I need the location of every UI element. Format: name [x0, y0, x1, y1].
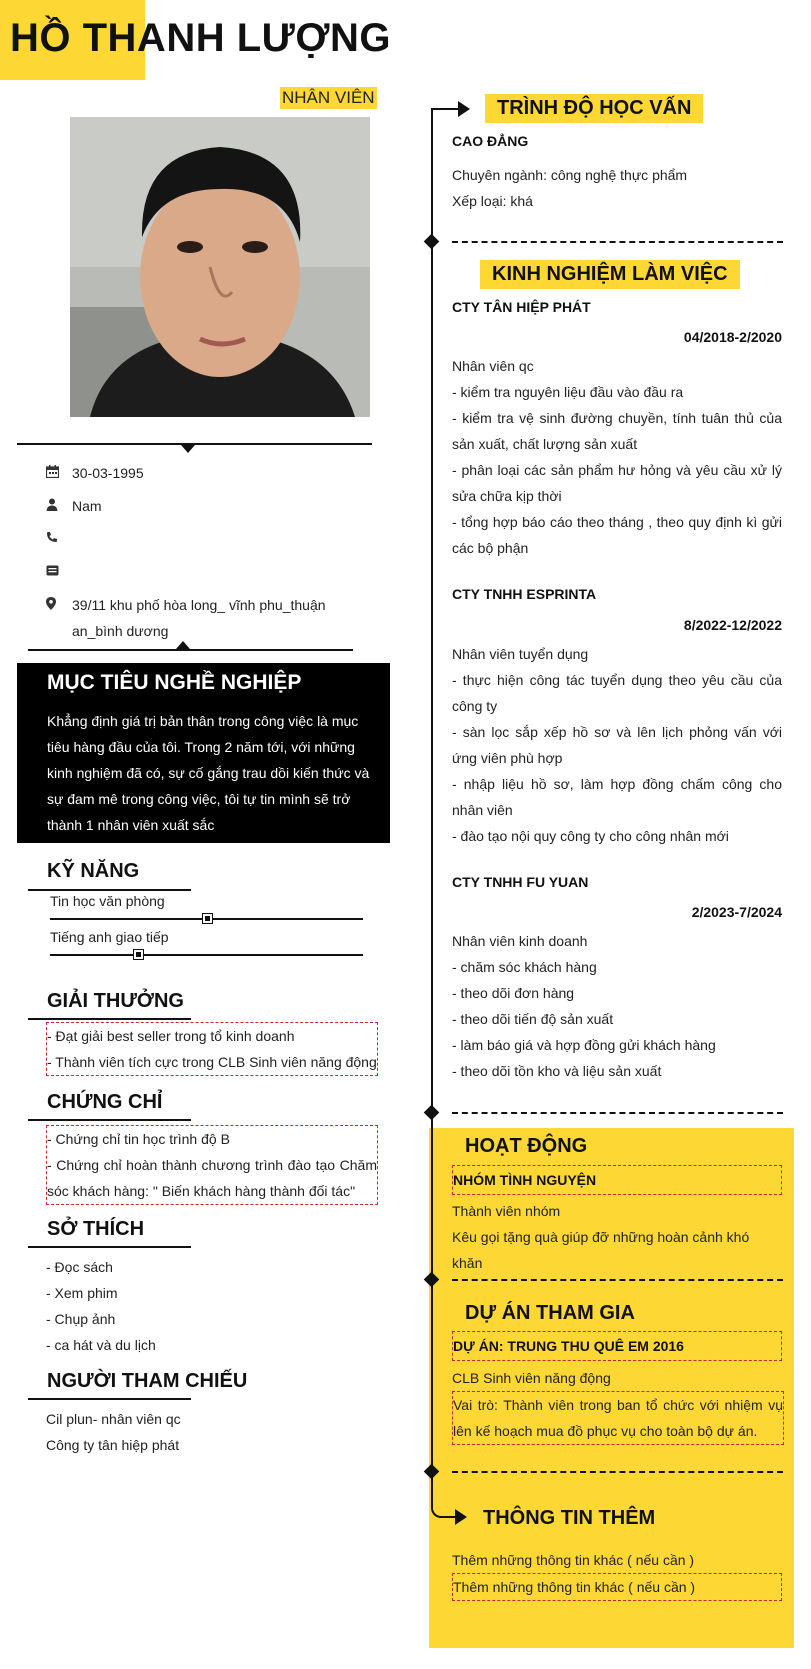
job-duty: - làm báo giá và hợp đồng gửi khách hàng — [452, 1037, 716, 1053]
award-item: - Thành viên tích cực trong CLB Sinh viên năng động — [47, 1054, 377, 1070]
email-icon — [46, 564, 72, 579]
reference-item: Cil plun- nhân viên qc — [46, 1411, 181, 1427]
objective-text: Khẳng định giá trị bản thân trong công việc là mục tiêu hàng đầu của tôi. Trong 2 năm tới, với những kinh nghiệm đã có, sự cố gắng trau dồi kiến thức và sự đam mê trong công việc, tôi tự tin mình sẽ trở thành 1 nhân viên xuất sắc — [47, 713, 370, 833]
candidate-role: NHÂN VIÊN — [282, 88, 375, 107]
timeline-spine — [431, 108, 433, 1508]
hobby-item: - Chụp ảnh — [46, 1311, 116, 1327]
job-date: 2/2023-7/2024 — [691, 904, 782, 920]
candidate-name: HỒ THANH LƯỢNG — [10, 16, 391, 60]
timeline-node — [424, 1105, 440, 1121]
section-separator — [452, 1112, 783, 1114]
certificate-item: - Chứng chỉ hoàn thành chương trình đào tạo Chăm sóc khách hàng: " Biến khách hàng thành đối tác" — [47, 1157, 377, 1199]
job-details — [452, 928, 782, 1084]
job-duty: - thực hiện công tác tuyển dụng theo yêu cầu của công ty — [452, 672, 782, 714]
education-title: TRÌNH ĐỘ HỌC VẤN — [485, 94, 703, 123]
job-company: CTY TNHH ESPRINTA — [452, 586, 597, 602]
hobby-item: - Đọc sách — [46, 1259, 113, 1275]
user-icon — [46, 498, 72, 514]
skill-label: Tin học văn phòng — [50, 893, 165, 909]
award-item: - Đạt giải best seller trong tổ kinh doanh — [47, 1028, 295, 1044]
project-name: DỰ ÁN: TRUNG THU QUÊ EM 2016 — [452, 1331, 782, 1361]
activity-line: Thành viên nhóm — [452, 1203, 561, 1219]
section-separator — [452, 241, 783, 243]
experience-title: KINH NGHIỆM LÀM VIỆC — [480, 260, 740, 289]
arrow-right-icon — [455, 1509, 467, 1525]
job-duty: - sàn lọc sắp xếp hồ sơ và lên lịch phỏng vấn với ứng viên phù hợp — [452, 724, 782, 766]
job-position: Nhân viên tuyển dụng — [452, 646, 589, 662]
divider-notch-icon — [176, 641, 190, 649]
project-role: Vai trò: Thành viên trong ban tổ chức với nhiệm vụ lên kế hoạch mua đồ phục vụ cho toàn bộ dự án. — [452, 1391, 784, 1445]
activities-org: NHÓM TÌNH NGUYỆN — [452, 1165, 782, 1195]
education-details — [452, 162, 782, 214]
awards-title: GIẢI THƯỞNG — [47, 990, 184, 1012]
timeline-node — [424, 234, 440, 250]
email-row — [46, 564, 72, 579]
certificates-list — [46, 1125, 378, 1205]
more-line: Thêm những thông tin khác ( nếu cần ) — [452, 1573, 782, 1601]
divider — [28, 649, 353, 651]
hobbies-title: SỞ THÍCH — [47, 1218, 145, 1240]
job-position: Nhân viên kinh doanh — [452, 933, 588, 949]
job-details — [452, 641, 782, 849]
job-duty: - nhập liệu hồ sơ, làm hợp đồng chấm công cho nhân viên — [452, 776, 782, 818]
calendar-icon — [46, 465, 72, 481]
job-duty: - phân loại các sản phẩm hư hỏng và yêu cầu xử lý sửa chữa kịp thời — [452, 462, 782, 504]
job-duty: - theo dõi đơn hàng — [452, 985, 575, 1001]
phone-row — [46, 531, 72, 546]
certificate-item: - Chứng chỉ tin học trình độ B — [47, 1131, 230, 1147]
timeline-arrow — [431, 108, 461, 110]
skill-label: Tiếng anh giao tiếp — [50, 929, 169, 945]
education-line: Chuyên ngành: công nghệ thực phẩm — [452, 167, 688, 183]
job-date: 8/2022-12/2022 — [683, 617, 782, 633]
birthday-row — [46, 465, 144, 486]
job-duty: - chăm sóc khách hàng — [452, 959, 597, 975]
job-details — [452, 353, 782, 561]
address-value: 39/11 khu phố hòa long_ vĩnh phu_thuận an_bình dương — [72, 597, 326, 639]
birthday-value: 30-03-1995 — [72, 465, 144, 481]
activities-title: HOẠT ĐỘNG — [465, 1135, 588, 1157]
projects-title: DỰ ÁN THAM GIA — [465, 1302, 635, 1324]
skill-level-marker — [202, 913, 213, 924]
job-duty: - kiểm tra vệ sinh đường chuyền, tính tuân thủ của sản xuất, chất lượng sản xuất — [452, 410, 782, 452]
section-separator — [452, 1279, 783, 1281]
more-line: Thêm những thông tin khác ( nếu cần ) — [452, 1552, 695, 1568]
divider-notch-icon — [181, 445, 195, 453]
job-duty: - theo dõi tồn kho và liệu sản xuất — [452, 1063, 662, 1079]
references-underline — [28, 1398, 191, 1400]
more-title: THÔNG TIN THÊM — [483, 1507, 656, 1529]
job-duty: - kiểm tra nguyên liệu đầu vào đầu ra — [452, 384, 684, 400]
arrow-right-icon — [458, 101, 470, 117]
references-title: NGƯỜI THAM CHIẾU — [47, 1370, 248, 1392]
skill-bar — [50, 954, 363, 956]
education-school: CAO ĐẲNG — [452, 133, 529, 149]
job-company: CTY TNHH FU YUAN — [452, 874, 589, 890]
awards-list — [46, 1022, 378, 1076]
certificates-title: CHỨNG CHỈ — [47, 1091, 163, 1113]
awards-underline — [28, 1018, 191, 1020]
education-line: Xếp loại: khá — [452, 193, 533, 209]
gender-value: Nam — [72, 498, 102, 514]
objective-title: MỤC TIÊU NGHỀ NGHIỆP — [47, 671, 302, 694]
references-list — [46, 1406, 366, 1458]
hobby-item: - Xem phim — [46, 1285, 118, 1301]
skill-level-marker — [133, 949, 144, 960]
activity-line: Kêu gọi tặng quà giúp đỡ những hoàn cảnh khó khăn — [452, 1229, 750, 1271]
project-club: CLB Sinh viên năng động — [452, 1370, 611, 1386]
certificates-underline — [28, 1119, 191, 1121]
hobby-item: - ca hát và du lịch — [46, 1337, 156, 1353]
reference-item: Công ty tân hiệp phát — [46, 1437, 180, 1453]
job-duty: - tổng hợp báo cáo theo tháng , theo quy định kì gửi các bộ phận — [452, 514, 782, 556]
skills-underline — [28, 889, 191, 891]
job-company: CTY TÂN HIỆP PHÁT — [452, 299, 591, 315]
job-date: 04/2018-2/2020 — [683, 329, 782, 345]
skills-title: KỸ NĂNG — [47, 860, 140, 882]
activities-details — [452, 1198, 782, 1276]
map-marker-icon — [46, 597, 72, 613]
job-position: Nhân viên qc — [452, 358, 534, 374]
profile-photo — [70, 117, 370, 417]
objective-section — [17, 663, 390, 843]
hobbies-list — [46, 1254, 366, 1358]
gender-row — [46, 498, 102, 519]
hobbies-underline — [28, 1246, 191, 1248]
section-separator — [452, 1471, 783, 1473]
address-row — [46, 597, 346, 644]
phone-icon — [46, 531, 72, 546]
job-duty: - đào tạo nội quy công ty cho công nhân mới — [452, 828, 729, 844]
job-duty: - theo dõi tiến độ sản xuất — [452, 1011, 614, 1027]
